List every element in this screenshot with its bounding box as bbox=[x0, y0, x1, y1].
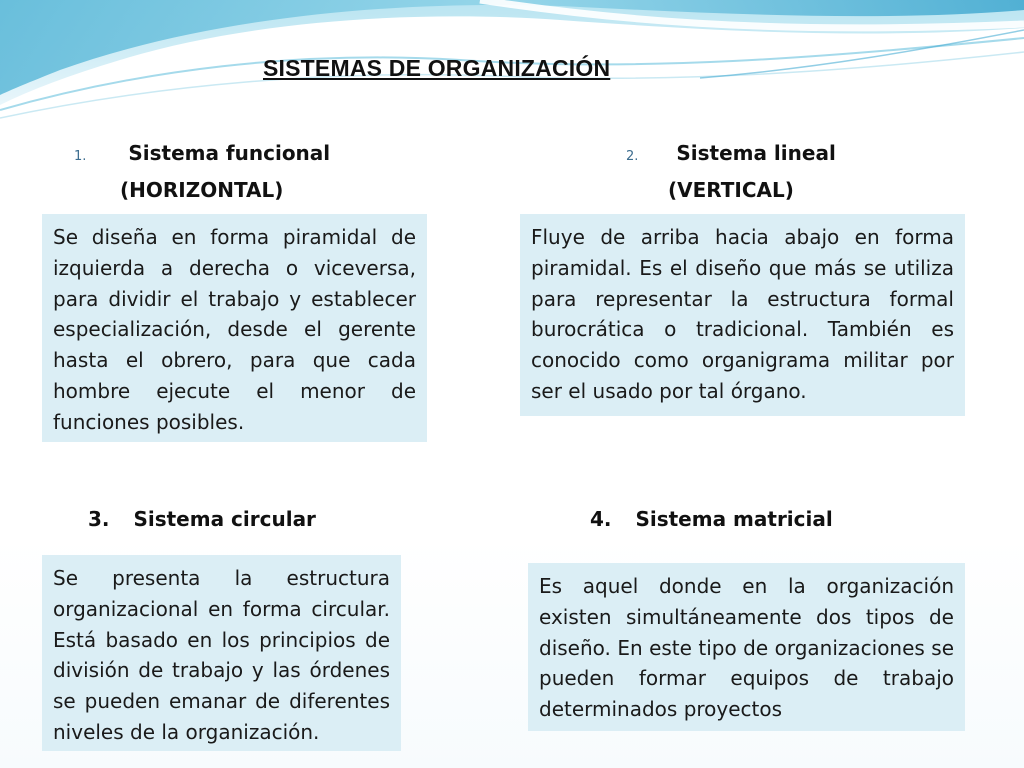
section-heading-lineal bbox=[626, 141, 836, 202]
section-subtitle: (HORIZONTAL) bbox=[120, 178, 284, 202]
slide-title: SISTEMAS DE ORGANIZACIÓN bbox=[263, 55, 611, 81]
section-heading-matricial bbox=[590, 507, 833, 531]
section-subtitle: (VERTICAL) bbox=[668, 178, 794, 202]
section-title: Sistema circular bbox=[133, 507, 316, 531]
description-box-funcional bbox=[42, 214, 427, 442]
description-text: Se diseña en forma piramidal de izquierda a derecha o viceversa, para dividir el trabajo y establecer especialización, desde el gerente hasta el obrero, para que cada hombre ejecute el menor de funciones posibles. bbox=[53, 225, 416, 434]
description-box-circular bbox=[42, 555, 401, 751]
section-title: Sistema matricial bbox=[635, 507, 833, 531]
description-text: Fluye de arriba hacia abajo en forma piramidal. Es el diseño que más se utiliza para representar la estructura formal burocrática o tradicional. También es conocido como organigrama militar por ser el usado por tal órgano. bbox=[531, 225, 954, 403]
section-title: Sistema lineal bbox=[676, 141, 836, 165]
section-number: 3. bbox=[88, 507, 110, 531]
description-text: Se presenta la estructura organizacional en forma circular. Está basado en los principios de división de trabajo y las órdenes se pueden emanar de diferentes niveles de la organización. bbox=[53, 566, 390, 744]
description-box-matricial bbox=[528, 563, 965, 731]
section-number: 1. bbox=[74, 149, 87, 164]
section-title: Sistema funcional bbox=[128, 141, 331, 165]
description-text: Es aquel donde en la organización existen simultáneamente dos tipos de diseño. En este tipo de organizaciones se pueden formar equipos de trabajo determinados proyectos bbox=[539, 574, 954, 722]
section-heading-funcional bbox=[74, 141, 330, 202]
section-number: 2. bbox=[626, 149, 639, 164]
description-box-lineal bbox=[520, 214, 965, 416]
section-heading-circular bbox=[88, 507, 316, 531]
section-number: 4. bbox=[590, 507, 612, 531]
